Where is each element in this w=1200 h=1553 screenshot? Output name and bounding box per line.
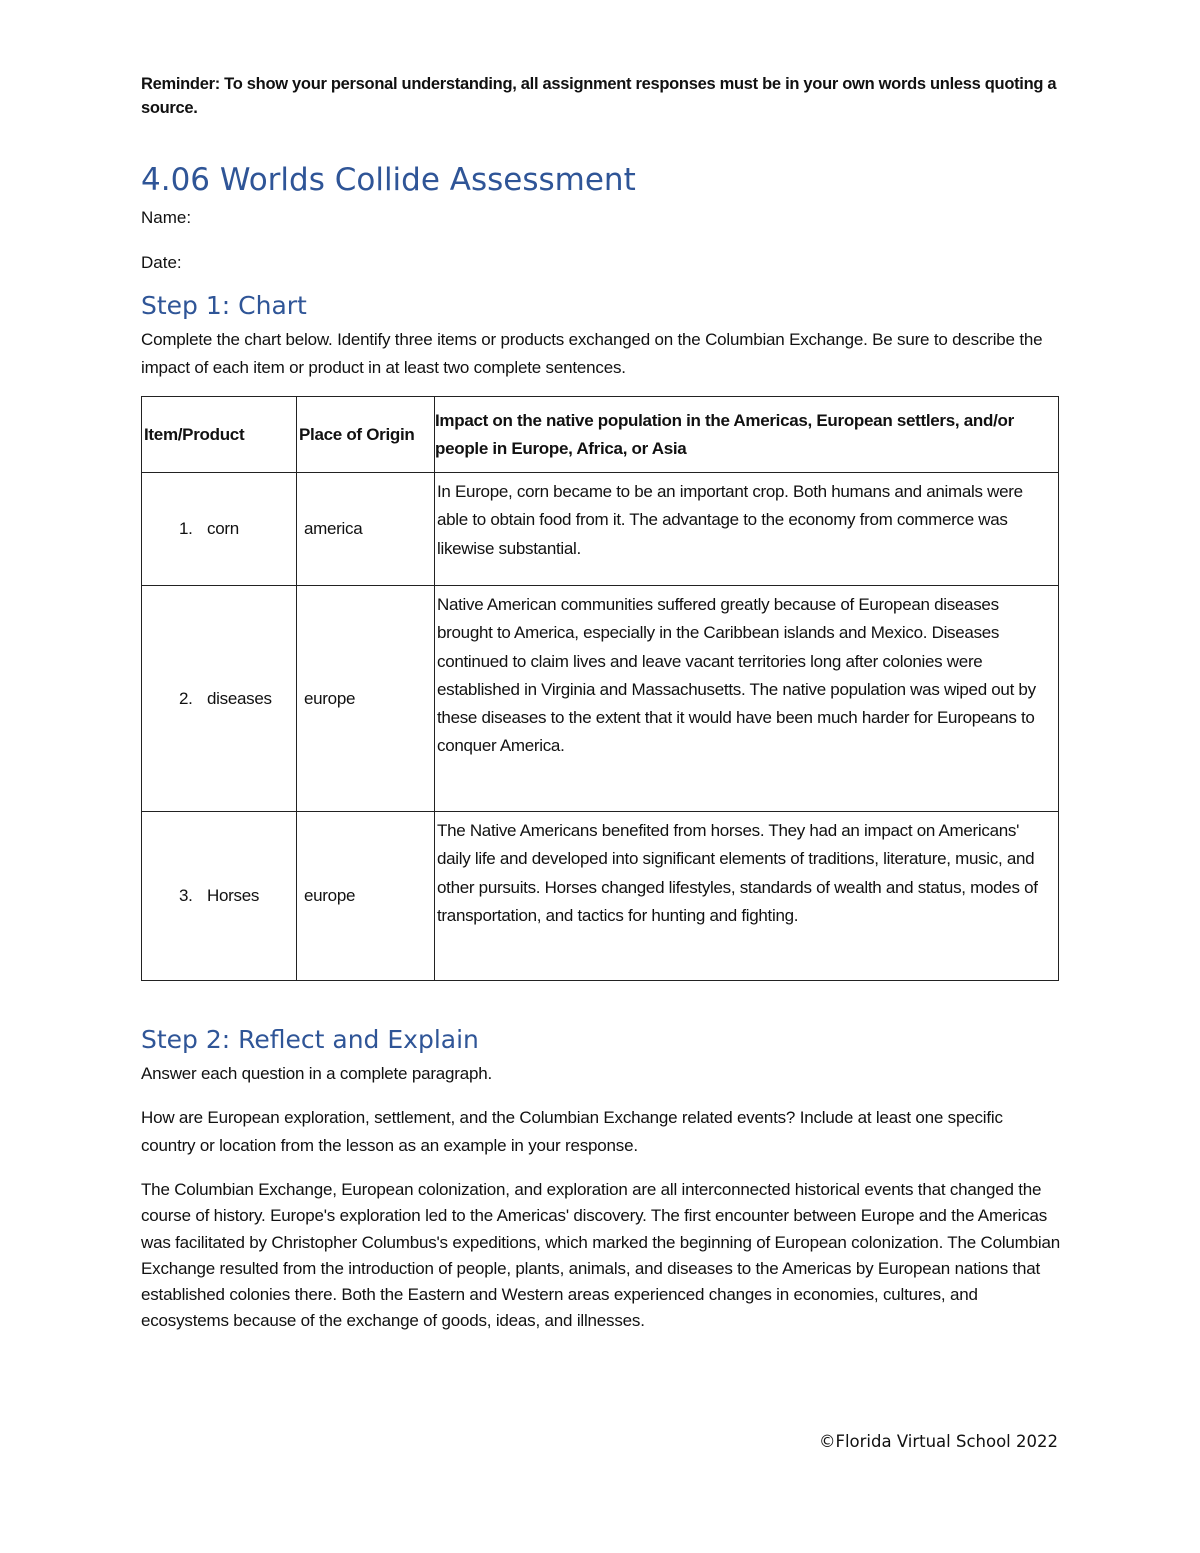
step2-instructions: Answer each question in a complete paragraph. [141, 1064, 493, 1083]
origin-cell: europe [297, 586, 435, 812]
table-row [142, 812, 1059, 981]
header-item: Item/Product [142, 397, 297, 473]
item-name: diseases [207, 688, 272, 708]
item-number: 3. [179, 886, 193, 905]
item-cell [142, 812, 297, 981]
table-row [142, 586, 1059, 812]
impact-cell: In Europe, corn became to be an important crop. Both humans and animals were able to obtain food from it. The advantage to the economy from commerce was likewise substantial. [435, 473, 1059, 586]
reminder-text: Reminder: To show your personal understanding, all assignment responses must be in your own words unless quoting a source. [141, 75, 1057, 117]
item-cell [142, 586, 297, 812]
copyright-footer: ©Florida Virtual School 2022 [818, 1432, 1058, 1451]
step2-answer: The Columbian Exchange, European colonization, and exploration are all interconnected historical events that changed the course of history. Europe's exploration led to the Americas' discovery. The first encounter between Europe and the Americas was facilitated by Christopher Columbus's expeditions, which marked the beginning of European colonization. The Columbian Exchange resulted from the introduction of people, plants, animals, and diseases to the Americas by European nations that established colonies there. Both the Eastern and Western areas experienced changes in economies, cultures, and ecosystems because of the exchange of goods, ideas, and illnesses. [141, 1180, 1060, 1331]
exchange-table [141, 396, 1059, 981]
item-cell [142, 473, 297, 586]
item-number: 1. [179, 519, 193, 538]
origin-cell: america [297, 473, 435, 586]
step2-heading: Step 2: Reflect and Explain [141, 1025, 479, 1054]
header-origin: Place of Origin [297, 397, 435, 473]
impact-cell: The Native Americans benefited from horses. They had an impact on Americans' daily life and developed into significant elements of traditions, literature, music, and other pursuits. Horses changed lifestyles, standards of wealth and status, modes of transportation, and tactics for hunting and fighting. [435, 812, 1059, 981]
page-title: 4.06 Worlds Collide Assessment [141, 162, 636, 198]
item-name: corn [207, 519, 239, 538]
step2-question: How are European exploration, settlement, and the Columbian Exchange related events? Include at least one specific country or location from the lesson as an example in your response. [141, 1108, 1003, 1155]
name-label: Name: [141, 208, 192, 227]
item-number: 2. [179, 688, 193, 708]
origin-cell: europe [297, 812, 435, 981]
date-label: Date: [141, 253, 182, 272]
step1-instructions: Complete the chart below. Identify three items or products exchanged on the Columbian Exchange. Be sure to describe the impact of each item or product in at least two complete sentences. [141, 330, 1043, 377]
table-row [142, 473, 1059, 586]
impact-cell: Native American communities suffered greatly because of European diseases brought to America, especially in the Caribbean islands and Mexico. Diseases continued to claim lives and leave vacant territories long after colonies were established in Virginia and Massachusetts. The native population was wiped out by these diseases to the extent that it would have been much harder for Europeans to conquer America. [435, 586, 1059, 812]
item-name: Horses [207, 886, 260, 905]
table-header-row [142, 397, 1059, 473]
step1-heading: Step 1: Chart [141, 291, 307, 320]
header-impact: Impact on the native population in the Americas, European settlers, and/or people in Europe, Africa, or Asia [435, 397, 1059, 473]
